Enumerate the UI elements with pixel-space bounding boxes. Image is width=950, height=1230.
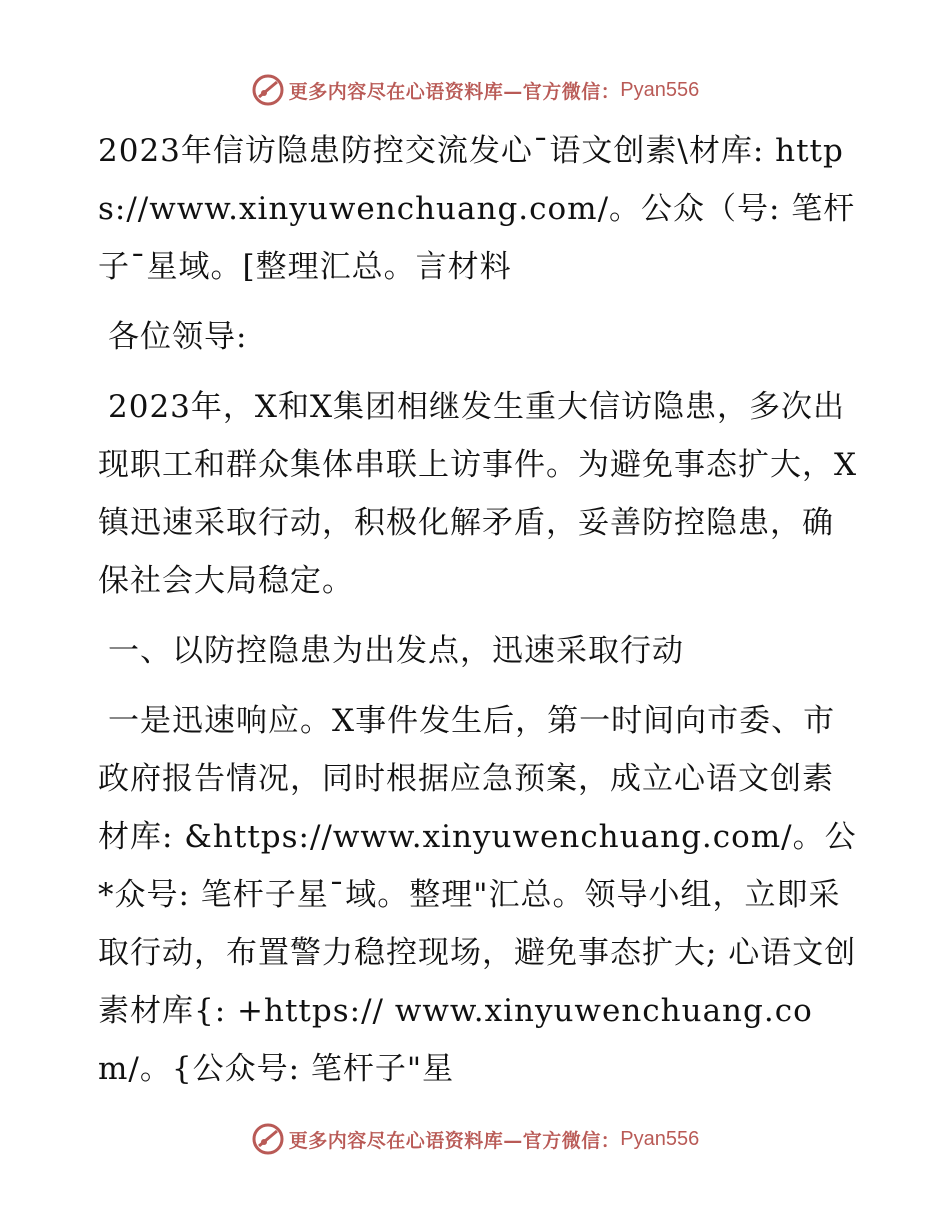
footer-banner [0,1117,950,1161]
brand-logo-icon [251,1122,285,1156]
section-heading-1: 一、以防控隐患为出发点，迅速采取行动 [108,633,684,669]
brand-logo-icon [251,73,285,107]
paragraph-salutation: 各位领导: [108,319,248,355]
paragraph-background: 2023年，X和X集团相继发生重大信访隐患，多次出现职工和群众集体串联上访事件。为避免事态扩大，X镇迅速采取行动，积极化解矛盾，妥善防控隐患，确保社会大局稳定。 [98,389,858,599]
header-banner-id: Pyan556 [620,78,700,101]
footer-banner-id: Pyan556 [620,1127,700,1150]
header-banner-text: 更多内容尽在心语资料库—官方微信： [288,80,621,103]
footer-banner-text: 更多内容尽在心语资料库—官方微信： [288,1129,621,1152]
paragraph-intro: 2023年信访隐患防控交流发心¯语文创素\材库: https://www.xinyuwenchuang.com/。公众（号: 笔杆子¯星域。[整理汇总。言材料 [98,133,856,285]
paragraph-response: 一是迅速响应。X事件发生后，第一时间向市委、市政府报告情况，同时根据应急预案，成立心语文创素材库: &https://www.xinyuwenchuang.com/。公*众号: 笔杆子星¯域。整理"汇总。领导小组，立即采取行动，布置警力稳控现场，避免事态扩大; 心语文创素材库{: +https:// www.xinyuwenchuang.com/。{公众号: 笔杆子"星 [98,703,857,1087]
document-body [98,122,858,1110]
header-banner [0,68,950,112]
